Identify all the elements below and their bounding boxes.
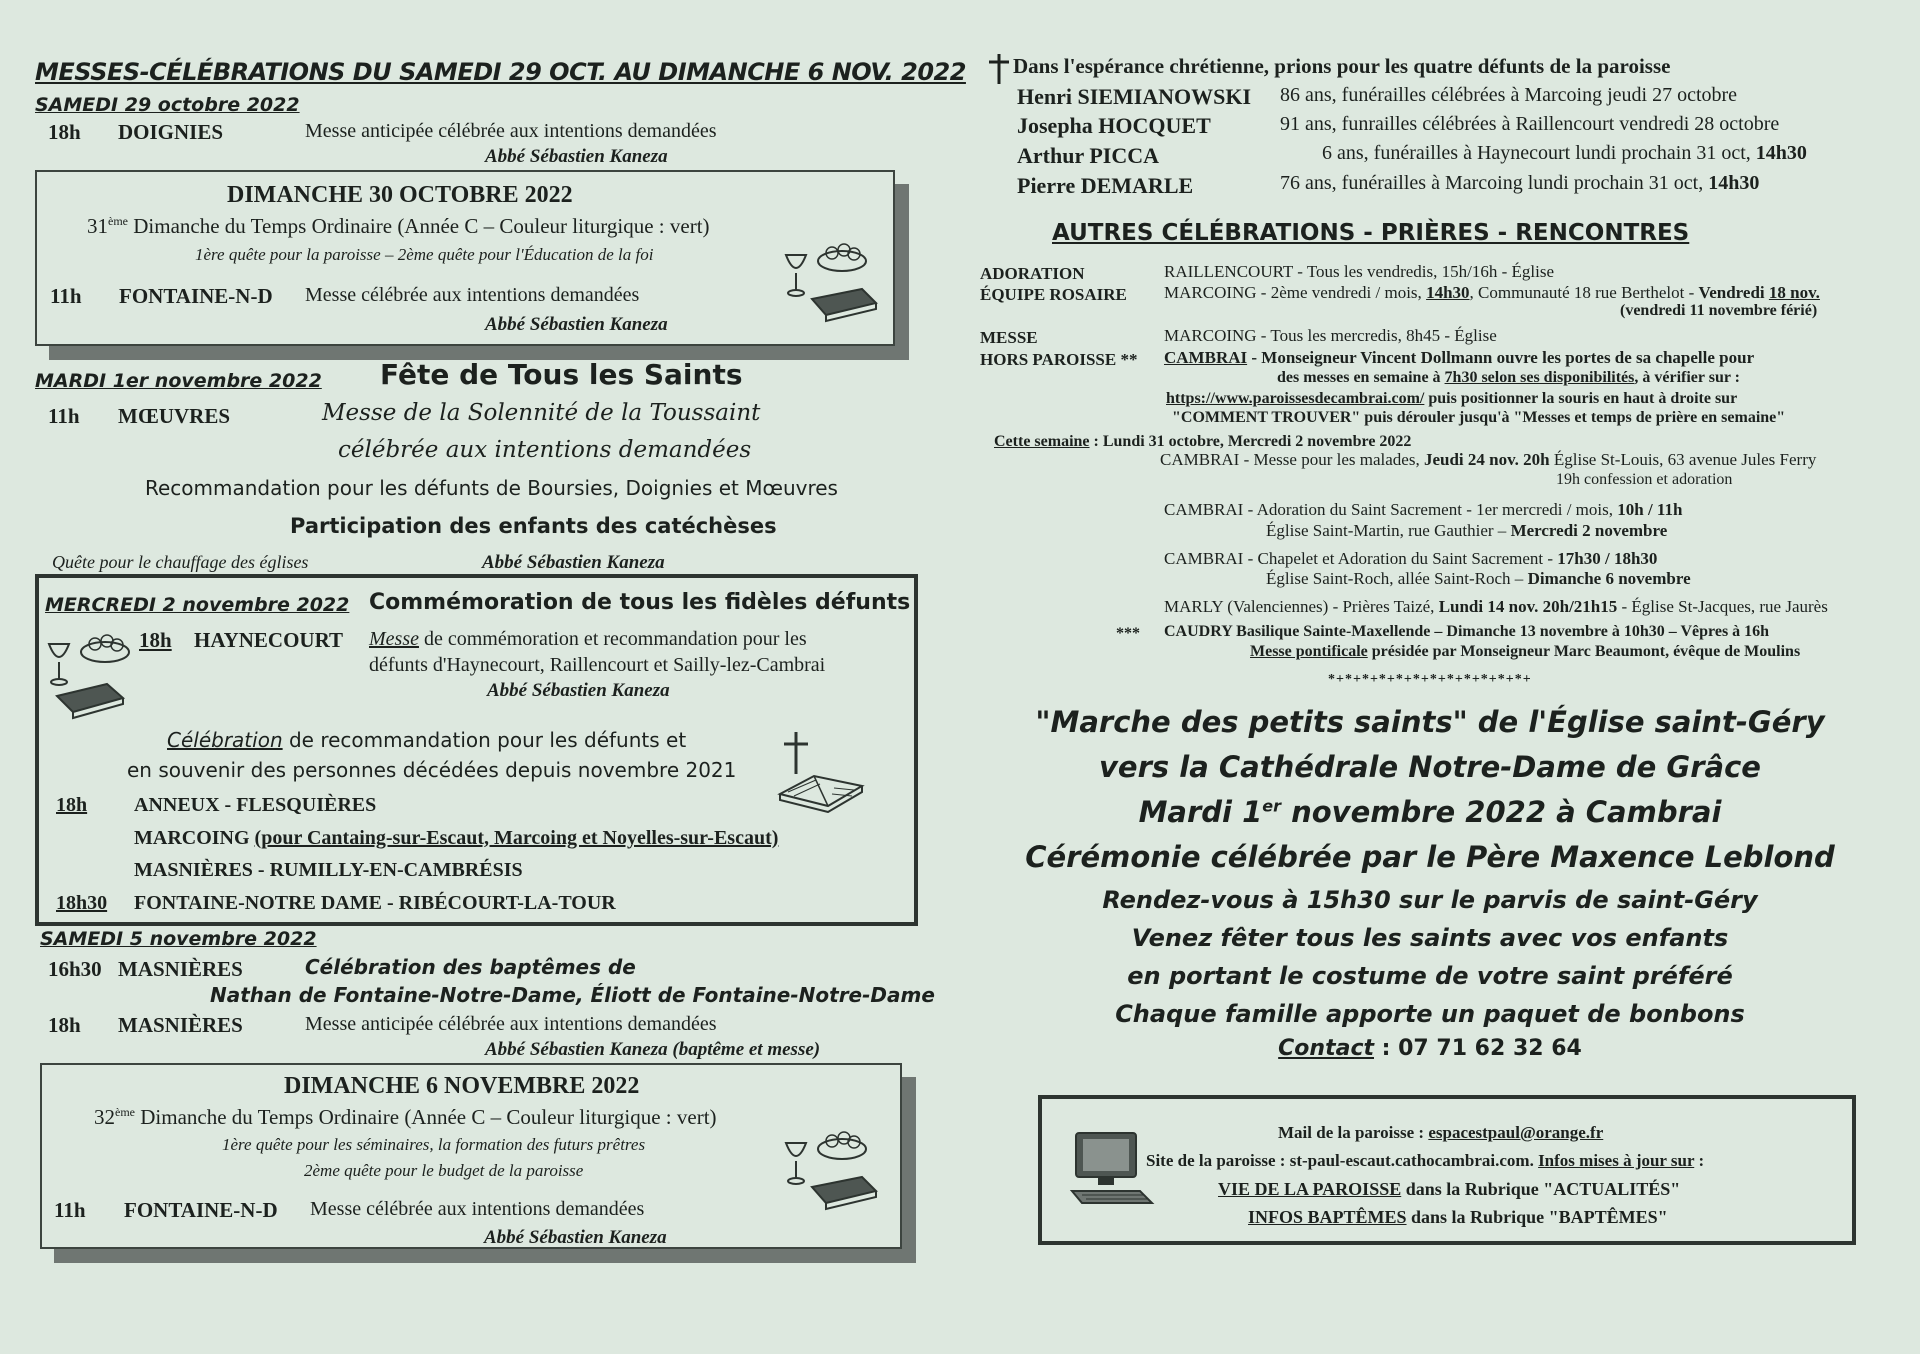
marche-line-8: Chaque famille apporte un paquet de bonbons [1115, 1000, 1745, 1028]
wed2-date: MERCREDI 2 novembre 2022 [45, 594, 350, 616]
wed2-p3: MASNIÈRES - RUMILLY-EN-CAMBRÉSIS [134, 859, 523, 881]
defunt-name-2: Josepha HOCQUET [1017, 113, 1211, 138]
defunt-info-1: 86 ans, funérailles célébrées à Marcoing jeudi 27 octobre [1280, 84, 1738, 106]
rosaire-text: MARCOING - 2ème vendredi / mois, 14h30, Communauté 18 rue Berthelot - Vendredi 18 nov. [1164, 283, 1820, 302]
sun30-title: DIMANCHE 30 OCTOBRE 2022 [227, 182, 573, 208]
sun6-title: DIMANCHE 6 NOVEMBRE 2022 [284, 1073, 640, 1099]
hors-paroisse-label: HORS PAROISSE ** [980, 350, 1138, 369]
sat29-place: DOIGNIES [118, 120, 224, 144]
parish-contact-box [1038, 1095, 1856, 1245]
sun30-ordinary: 31ème Dimanche du Temps Ordinaire (Année C – Couleur liturgique : vert) [87, 214, 710, 238]
sat29-desc: Messe anticipée célébrée aux intentions demandées [305, 120, 717, 142]
chalice-bread-bible-icon [45, 634, 145, 724]
adoration-sacrement-1: CAMBRAI - Adoration du Saint Sacrement - 1er mercredi / mois, 10h / 11h [1164, 500, 1683, 519]
sat29-priest: Abbé Sébastien Kaneza [485, 146, 668, 167]
semaine-line: Cette semaine : Lundi 31 octobre, Mercredi 2 novembre 2022 [994, 433, 1412, 450]
site-line: Site de la paroisse : st-paul-escaut.cathocambrai.com. Infos mises à jour sur : [1146, 1151, 1705, 1170]
sun6-desc: Messe célébrée aux intentions demandées [310, 1198, 645, 1220]
defunt-info-2: 91 ans, funrailles célébrées à Raillencourt vendredi 28 octobre [1280, 113, 1780, 135]
tue1-priest: Abbé Sébastien Kaneza [482, 552, 665, 573]
sun30-time: 11h [50, 284, 82, 308]
tue1-place: MŒUVRES [118, 404, 231, 428]
defunt-info-4: 76 ans, funérailles à Marcoing lundi prochain 31 oct, 14h30 [1280, 172, 1760, 194]
tue1-date: MARDI 1er novembre 2022 [35, 370, 322, 392]
marche-line-5: Rendez-vous à 15h30 sur le parvis de saint-Géry [1102, 886, 1758, 914]
wed2-t1830: 18h30 [56, 892, 108, 914]
marly-line: MARLY (Valenciennes) - Prières Taizé, Lundi 14 nov. 20h/21h15 - Église St-Jacques, rue Jaurès [1164, 597, 1828, 616]
vie-paroisse-line: VIE DE LA PAROISSE dans la Rubrique "ACTUALITÉS" [1218, 1179, 1681, 1199]
defunts-intro: Dans l'espérance chrétienne, prions pour les quatre défunts de la paroisse [1013, 54, 1671, 78]
wed2-priest: Abbé Sébastien Kaneza [487, 680, 670, 701]
caudry-line-1: CAUDRY Basilique Sainte-Maxellende – Dimanche 13 novembre à 10h30 – Vêpres à 16h [1164, 623, 1770, 640]
wed2-desc1: Messe de commémoration et recommandation pour les [369, 628, 807, 650]
parish-email-link[interactable]: espacestpaul@orange.fr [1428, 1123, 1604, 1142]
parish-website-link[interactable]: https://www.paroissesdecambrai.com/ [1166, 390, 1425, 407]
rosaire-note: (vendredi 11 novembre férié) [1620, 302, 1818, 319]
chalice-bread-bible-icon [782, 1125, 882, 1215]
sun6-ordinary: 32ème Dimanche du Temps Ordinaire (Année C – Couleur liturgique : vert) [94, 1105, 717, 1129]
tue1-line4: Participation des enfants des catéchèses [290, 514, 777, 538]
separator: *+*+*+*+*+*+*+*+*+*+*+*+ [1328, 672, 1532, 687]
wed2-desc2: défunts d'Haynecourt, Raillencourt et Sailly-lez-Cambrai [369, 654, 826, 676]
sat5-bapt1: Célébration des baptêmes de [305, 955, 636, 979]
hors-line-1: CAMBRAI - Monseigneur Vincent Dollmann ouvre les portes de sa chapelle pour [1164, 348, 1755, 367]
hors-line-4: "COMMENT TROUVER" puis dérouler jusqu'à "Messes et temps de prière en semaine" [1172, 409, 1786, 426]
malades-line-2: 19h confession et adoration [1556, 471, 1733, 488]
sun30-quete: 1ère quête pour la paroisse – 2ème quête pour l'Éducation de la foi [195, 245, 654, 264]
tue1-line1: Messe de la Solennité de la Toussaint [322, 400, 761, 426]
chapelet-1: CAMBRAI - Chapelet et Adoration du Saint Sacrement - 17h30 / 18h30 [1164, 549, 1658, 568]
marche-line-2: vers la Cathédrale Notre-Dame de Grâce [1099, 750, 1761, 784]
defunt-info-3: 6 ans, funérailles à Haynecourt lundi prochain 31 oct, 14h30 [1322, 142, 1807, 164]
cross-icon [985, 52, 1013, 86]
sat5-bapt2: Nathan de Fontaine-Notre-Dame, Éliott de Fontaine-Notre-Dame [210, 983, 935, 1007]
marche-line-1: "Marche des petits saints" de l'Église saint-Géry [1035, 705, 1825, 739]
wed2-p1: ANNEUX - FLESQUIÈRES [134, 794, 377, 816]
cross-bible-icon [774, 728, 869, 813]
defunt-name-3: Arthur PICCA [1017, 143, 1159, 168]
wed2-celeb2: en souvenir des personnes décédées depuis novembre 2021 [127, 758, 737, 782]
tue1-line2: célébrée aux intentions demandées [338, 437, 752, 463]
defunt-name-4: Pierre DEMARLE [1017, 173, 1194, 198]
tue1-line3: Recommandation pour les défunts de Boursies, Doignies et Mœuvres [145, 476, 838, 500]
defunt-name-1: Henri SIEMIANOWSKI [1017, 84, 1252, 109]
sat5-date: SAMEDI 5 novembre 2022 [40, 928, 317, 950]
sunday-30-box [35, 170, 895, 346]
adoration-text: RAILLENCOURT - Tous les vendredis, 15h/16h - Église [1164, 262, 1555, 281]
marche-line-4: Cérémonie célébrée par le Père Maxence Leblond [1025, 840, 1835, 874]
wed2-p2: MARCOING (pour Cantaing-sur-Escaut, Marcoing et Noyelles-sur-Escaut) [134, 827, 779, 849]
hors-line-2: des messes en semaine à 7h30 selon ses disponibilités, à vérifier sur : [1277, 369, 1740, 386]
messe-label: MESSE [980, 328, 1038, 347]
infos-baptemes-line: INFOS BAPTÊMES dans la Rubrique "BAPTÊMES" [1248, 1207, 1668, 1227]
tue1-feast: Fête de Tous les Saints [380, 358, 743, 391]
wed2-time: 18h [139, 628, 172, 652]
messe-text: MARCOING - Tous les mercredis, 8h45 - Église [1164, 326, 1497, 345]
sat5-desc: Messe anticipée célébrée aux intentions demandées [305, 1013, 717, 1035]
sun6-quete2: 2ème quête pour le budget de la paroisse [304, 1161, 584, 1180]
wed2-title: Commémoration de tous les fidèles défunts [369, 590, 911, 615]
wed2-celeb1: Célébration de recommandation pour les défunts et [167, 728, 687, 752]
adoration-label: ADORATION [980, 264, 1085, 283]
sat5-priest: Abbé Sébastien Kaneza (baptême et messe) [485, 1039, 821, 1060]
sun6-place: FONTAINE-N-D [124, 1198, 278, 1222]
tue1-quete: Quête pour le chauffage des églises [52, 552, 309, 572]
mail-line: Mail de la paroisse : espacestpaul@orange.fr [1278, 1123, 1604, 1142]
stars: *** [1116, 625, 1140, 642]
marche-line-7: en portant le costume de votre saint préféré [1127, 962, 1733, 990]
malades-line-1: CAMBRAI - Messe pour les malades, Jeudi 24 nov. 20h Église St-Louis, 63 avenue Jules Ferry [1160, 450, 1817, 469]
sun6-quete1: 1ère quête pour les séminaires, la formation des futurs prêtres [222, 1135, 646, 1154]
hors-line-3: https://www.paroissesdecambrai.com/ puis positionner la souris en haut à droite sur [1166, 390, 1738, 407]
sat5-place1: MASNIÈRES [118, 957, 243, 981]
tue1-time: 11h [48, 404, 80, 428]
sun30-priest: Abbé Sébastien Kaneza [485, 314, 668, 335]
wednesday-2-box [35, 574, 918, 926]
wed2-p4: FONTAINE-NOTRE DAME - RIBÉCOURT-LA-TOUR [134, 892, 616, 914]
sun30-place: FONTAINE-N-D [119, 284, 273, 308]
marche-contact: Contact : 07 71 62 32 64 [1278, 1036, 1582, 1061]
sunday-6-box [40, 1063, 902, 1249]
sat5-place2: MASNIÈRES [118, 1013, 243, 1037]
sat29-time: 18h [48, 120, 81, 144]
sun6-priest: Abbé Sébastien Kaneza [484, 1227, 667, 1248]
chalice-bread-bible-icon [782, 237, 882, 327]
chapelet-2: Église Saint-Roch, allée Saint-Roch – Dimanche 6 novembre [1266, 569, 1691, 588]
wed2-place: HAYNECOURT [194, 628, 344, 652]
sat29-date: SAMEDI 29 octobre 2022 [35, 94, 300, 116]
sat5-time1: 16h30 [48, 957, 102, 981]
wed2-t18: 18h [56, 794, 88, 816]
page-header: MESSES-CÉLÉBRATIONS DU SAMEDI 29 OCT. AU DIMANCHE 6 NOV. 2022 [35, 58, 966, 86]
sun6-time: 11h [54, 1198, 86, 1222]
adoration-sacrement-2: Église Saint-Martin, rue Gauthier – Mercredi 2 novembre [1266, 521, 1668, 540]
autres-title: AUTRES CÉLÉBRATIONS - PRIÈRES - RENCONTRES [1052, 220, 1690, 246]
sun30-desc: Messe célébrée aux intentions demandées [305, 284, 640, 306]
marche-line-3: Mardi 1er novembre 2022 à Cambrai [1138, 795, 1722, 829]
marche-line-6: Venez fêter tous les saints avec vos enfants [1131, 924, 1729, 952]
caudry-line-2: Messe pontificale présidée par Monseigneur Marc Beaumont, évêque de Moulins [1250, 643, 1801, 660]
computer-icon [1068, 1129, 1158, 1209]
rosaire-label: ÉQUIPE ROSAIRE [980, 285, 1127, 304]
sat5-time2: 18h [48, 1013, 81, 1037]
